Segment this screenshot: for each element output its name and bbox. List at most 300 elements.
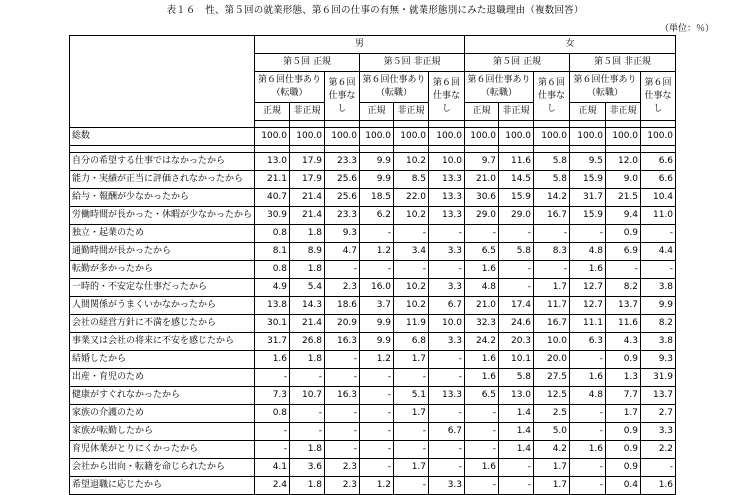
header-no-job: 第６回仕事なし [325,72,360,121]
cell-value: 9.3 [641,351,676,369]
cell-value: 14.5 [499,171,534,189]
cell-value: 2.5 [534,405,570,423]
cell-value: 1.7 [534,477,570,495]
cell-value: 3.3 [429,333,465,351]
cell-value: 27.5 [534,369,570,387]
cell-value: 12.0 [606,153,641,171]
cell-value: - [394,423,429,441]
table-row [70,315,676,333]
cell-value: 5.8 [499,369,534,387]
cell-value: 15.9 [570,207,606,225]
cell-value: 2.3 [325,459,360,477]
cell-value: 0.8 [255,261,290,279]
cell-value: - [465,405,499,423]
cell-value: 100.0 [290,128,325,146]
cell-value: 1.8 [290,477,325,495]
row-label: 独立・起業のため [70,225,255,243]
cell-value: 10.7 [290,387,325,405]
header-nonregular: 非正規 [290,103,325,121]
table-row [70,351,676,369]
header-regular: 正規 [570,103,606,121]
cell-value: 1.6 [570,261,606,279]
cell-value: 3.3 [641,423,676,441]
cell-value: 4.8 [465,279,499,297]
header-regular: 正規 [465,103,499,121]
cell-value: 23.3 [325,207,360,225]
header-spacer [70,121,676,128]
table-row [70,225,676,243]
row-label: 育児休業がとりにくかったから [70,441,255,459]
cell-value: 21.4 [290,207,325,225]
cell-value: 11.7 [534,297,570,315]
cell-value: 6.6 [641,171,676,189]
header-job-change: 第６回仕事あり（転職） [255,72,325,103]
cell-value: - [429,459,465,477]
cell-value: - [394,225,429,243]
cell-value: 21.0 [465,297,499,315]
cell-value: 100.0 [641,128,676,146]
cell-value: - [429,441,465,459]
cell-value: - [360,459,394,477]
table-row [70,243,676,261]
cell-value: 9.7 [465,153,499,171]
cell-value: - [360,369,394,387]
cell-value: 13.8 [255,297,290,315]
cell-value: 1.8 [290,225,325,243]
cell-value: 8.5 [394,171,429,189]
cell-value: 7.7 [606,387,641,405]
table-header [70,36,676,128]
row-label: 事業又は会社の将来に不安を感じたから [70,333,255,351]
header-female-regular5: 第５回 正規 [465,54,570,72]
cell-value: 11.6 [499,153,534,171]
header-male-nonregular5: 第５回 非正規 [360,54,465,72]
cell-value: 6.6 [641,153,676,171]
cell-value: 10.2 [394,153,429,171]
cell-value: 100.0 [255,128,290,146]
row-label: 結婚したから [70,351,255,369]
cell-value: 10.2 [394,279,429,297]
cell-value: - [325,441,360,459]
cell-value: 10.0 [429,153,465,171]
cell-value: - [570,477,606,495]
cell-value: - [429,405,465,423]
cell-value: - [570,225,606,243]
cell-value: 21.5 [606,189,641,207]
table-row [70,153,676,171]
cell-value: 16.7 [534,207,570,225]
row-label: 総数 [70,128,255,146]
cell-value: - [394,441,429,459]
cell-value: 100.0 [465,128,499,146]
cell-value: 11.0 [641,207,676,225]
row-label: 通勤時間が長かったから [70,243,255,261]
cell-value: - [534,261,570,279]
retirement-reasons-table [69,35,676,495]
cell-value: 4.9 [255,279,290,297]
cell-value: 20.0 [534,351,570,369]
cell-value: 0.9 [606,459,641,477]
row-label: 給与・報酬が少なかったから [70,189,255,207]
cell-value: 1.6 [641,477,676,495]
cell-value: - [255,369,290,387]
cell-value: 17.9 [290,153,325,171]
cell-value: 1.6 [570,441,606,459]
cell-value: 1.6 [570,369,606,387]
header-nonregular: 非正規 [499,103,534,121]
header-nonregular: 非正規 [394,103,429,121]
cell-value: 3.3 [429,477,465,495]
cell-value: 9.9 [360,153,394,171]
table-row [70,369,676,387]
table-row [70,189,676,207]
row-label: 家族が転勤したから [70,423,255,441]
cell-value: - [499,459,534,477]
header-nonregular: 非正規 [606,103,641,121]
cell-value: 11.9 [394,315,429,333]
cell-value: - [394,477,429,495]
cell-value: 9.9 [360,315,394,333]
cell-value: 1.4 [499,441,534,459]
cell-value: 3.8 [641,333,676,351]
cell-value: - [325,423,360,441]
cell-value: 9.9 [360,171,394,189]
cell-value: 0.9 [606,423,641,441]
table-row [70,387,676,405]
cell-value: 29.0 [499,207,534,225]
table-body [70,128,676,495]
cell-value: - [290,423,325,441]
cell-value: 4.8 [570,243,606,261]
cell-value: 6.7 [429,423,465,441]
cell-value: - [360,225,394,243]
cell-value: 4.7 [325,243,360,261]
table-row [70,207,676,225]
cell-value: - [325,369,360,387]
cell-value: 12.5 [534,387,570,405]
cell-value: 9.3 [325,225,360,243]
cell-value: 23.3 [325,153,360,171]
header-female-nonregular5: 第５回 非正規 [570,54,676,72]
cell-value: 9.4 [606,207,641,225]
table-row [70,279,676,297]
cell-value: - [534,225,570,243]
cell-value: 1.7 [534,279,570,297]
cell-value: - [429,225,465,243]
row-label: 人間関係がうまくいかなかったから [70,297,255,315]
cell-value: 11.1 [570,315,606,333]
cell-value: 6.2 [360,207,394,225]
cell-value: - [290,369,325,387]
cell-value: 4.1 [255,459,290,477]
cell-value: 1.6 [465,261,499,279]
cell-value: - [360,423,394,441]
cell-value: 14.3 [290,297,325,315]
cell-value: 5.4 [290,279,325,297]
header-male: 男 [255,36,465,54]
header-male-regular5: 第５回 正規 [255,54,360,72]
cell-value: 1.7 [606,405,641,423]
cell-value: 6.3 [570,333,606,351]
cell-value: - [570,351,606,369]
cell-value: 10.1 [499,351,534,369]
cell-value: 12.7 [570,279,606,297]
cell-value: 1.2 [360,243,394,261]
table-row [70,477,676,495]
cell-value: 13.0 [499,387,534,405]
table-row [70,441,676,459]
cell-value: 5.8 [534,171,570,189]
cell-value: 30.6 [465,189,499,207]
row-label: 能力・実績が正当に評価されなかったから [70,171,255,189]
cell-value: 3.3 [429,279,465,297]
table-row [70,171,676,189]
cell-value: 4.2 [534,441,570,459]
cell-value: 16.0 [360,279,394,297]
cell-value: 1.3 [606,369,641,387]
cell-value: - [641,459,676,477]
cell-value: 6.9 [606,243,641,261]
cell-value: 1.2 [360,351,394,369]
cell-value: 3.6 [290,459,325,477]
cell-value: - [429,351,465,369]
cell-value: 9.5 [570,153,606,171]
cell-value: - [570,423,606,441]
cell-value: - [606,261,641,279]
cell-value: 3.3 [429,243,465,261]
cell-value: - [499,477,534,495]
cell-value: 7.3 [255,387,290,405]
cell-value: - [429,369,465,387]
cell-value: 9.9 [641,297,676,315]
table-row [70,261,676,279]
cell-value: - [570,405,606,423]
cell-value: 100.0 [394,128,429,146]
cell-value: 1.6 [465,459,499,477]
cell-value: 20.9 [325,315,360,333]
cell-value: 100.0 [499,128,534,146]
header-job-change: 第６回仕事あり（転職） [570,72,641,103]
cell-value: 30.9 [255,207,290,225]
cell-value: 2.7 [641,405,676,423]
cell-value: 8.1 [255,243,290,261]
cell-value: 13.0 [255,153,290,171]
cell-value: 8.2 [606,279,641,297]
header-no-job: 第６回仕事なし [429,72,465,121]
cell-value: 17.9 [290,171,325,189]
cell-value: 25.6 [325,171,360,189]
cell-value: 13.3 [429,387,465,405]
cell-value: 0.8 [255,225,290,243]
cell-value: 6.5 [465,243,499,261]
cell-value: - [360,441,394,459]
row-label: 健康がすぐれなかったから [70,387,255,405]
cell-value: - [570,459,606,477]
table-row [70,333,676,351]
header-female: 女 [465,36,676,54]
cell-value: 5.8 [499,243,534,261]
cell-value: - [360,387,394,405]
row-label: 労働時間が長かった・休暇が少なかったから [70,207,255,225]
cell-value: - [255,423,290,441]
cell-value: 2.3 [325,477,360,495]
cell-value: 4.4 [641,243,676,261]
header-job-change: 第６回仕事あり（転職） [360,72,429,103]
cell-value: - [465,441,499,459]
cell-value: 26.8 [290,333,325,351]
cell-value: - [255,441,290,459]
cell-value: 10.4 [641,189,676,207]
cell-value: 12.7 [570,297,606,315]
cell-value: 1.6 [465,369,499,387]
cell-value: - [465,225,499,243]
cell-value: 100.0 [325,128,360,146]
row-label: 希望退職に応じたから [70,477,255,495]
cell-value: 11.6 [606,315,641,333]
cell-value: 10.2 [394,207,429,225]
cell-value: 1.8 [290,441,325,459]
header-regular: 正規 [255,103,290,121]
table-title: 表１６ 性、第５回の就業形態、第６回の仕事の有無・就業形態別にみた退職理由（複数回答） [166,5,584,16]
cell-value: 22.0 [394,189,429,207]
cell-value: 1.8 [290,351,325,369]
cell-value: 13.7 [606,297,641,315]
cell-value: 4.3 [606,333,641,351]
cell-value: 40.7 [255,189,290,207]
cell-value: 1.7 [394,351,429,369]
header-corner [70,36,255,121]
cell-value: 100.0 [429,128,465,146]
row-spacer [70,146,676,153]
cell-value: 0.9 [606,351,641,369]
cell-value: 1.4 [499,423,534,441]
cell-value: 21.1 [255,171,290,189]
cell-value: - [465,477,499,495]
cell-value: 6.7 [429,297,465,315]
table-row [70,423,676,441]
cell-value: 8.3 [534,243,570,261]
cell-value: 13.7 [641,387,676,405]
cell-value: 13.3 [429,207,465,225]
cell-value: 17.4 [499,297,534,315]
header-no-job: 第６回仕事なし [534,72,570,121]
table-row [70,128,676,146]
cell-value: - [325,261,360,279]
cell-value: 16.7 [534,315,570,333]
cell-value: 31.7 [570,189,606,207]
cell-value: 3.8 [641,279,676,297]
cell-value: 16.3 [325,387,360,405]
cell-value: 10.0 [534,333,570,351]
cell-value: 15.9 [499,189,534,207]
header-regular: 正規 [360,103,394,121]
cell-value: 18.6 [325,297,360,315]
cell-value: 3.7 [360,297,394,315]
cell-value: 13.3 [429,171,465,189]
cell-value: 31.7 [255,333,290,351]
cell-value: 1.7 [394,459,429,477]
cell-value: - [394,261,429,279]
cell-value: - [499,261,534,279]
cell-value: 15.9 [570,171,606,189]
cell-value: 3.4 [394,243,429,261]
unit-label: （単位：％） [659,24,714,34]
cell-value: 21.0 [465,171,499,189]
cell-value: 30.1 [255,315,290,333]
header-job-change: 第６回仕事あり（転職） [465,72,534,103]
cell-value: 1.2 [360,477,394,495]
cell-value: - [641,261,676,279]
cell-value: 1.6 [465,351,499,369]
cell-value: 0.4 [606,477,641,495]
row-label: 家族の介護のため [70,405,255,423]
cell-value: - [325,405,360,423]
cell-value: 1.6 [255,351,290,369]
cell-value: 16.3 [325,333,360,351]
cell-value: 0.9 [606,225,641,243]
row-label: 出産・育児のため [70,369,255,387]
cell-value: 100.0 [534,128,570,146]
table-row [70,405,676,423]
cell-value: 31.9 [641,369,676,387]
cell-value: - [641,225,676,243]
cell-value: 0.8 [255,405,290,423]
cell-value: 21.4 [290,189,325,207]
cell-value: - [325,351,360,369]
cell-value: 32.3 [465,315,499,333]
cell-value: 18.5 [360,189,394,207]
cell-value: 29.0 [465,207,499,225]
cell-value: 2.2 [641,441,676,459]
cell-value: 8.2 [641,315,676,333]
cell-value: 5.1 [394,387,429,405]
cell-value: 0.9 [606,441,641,459]
cell-value: 4.8 [570,387,606,405]
cell-value: 24.2 [465,333,499,351]
header-no-job: 第６回仕事なし [641,72,676,121]
row-label: 会社の経営方針に不満を感じたから [70,315,255,333]
cell-value: 5.0 [534,423,570,441]
cell-value: - [429,261,465,279]
cell-value: 100.0 [606,128,641,146]
cell-value: - [360,261,394,279]
row-label: 転勤が多かったから [70,261,255,279]
cell-value: 6.5 [465,387,499,405]
cell-value: 100.0 [570,128,606,146]
cell-value: - [360,405,394,423]
cell-value: 20.3 [499,333,534,351]
cell-value: 100.0 [360,128,394,146]
cell-value: 1.8 [290,261,325,279]
row-label: 自分の希望する仕事ではなかったから [70,153,255,171]
cell-value: - [499,225,534,243]
cell-value: - [499,279,534,297]
table-row [70,297,676,315]
cell-value: 2.4 [255,477,290,495]
cell-value: 9.0 [606,171,641,189]
cell-value: 13.3 [429,189,465,207]
cell-value: 2.3 [325,279,360,297]
cell-value: 1.7 [534,459,570,477]
cell-value: 1.7 [394,405,429,423]
row-label: 会社から出向・転籍を命じられたから [70,459,255,477]
cell-value: 9.9 [360,333,394,351]
cell-value: 10.0 [429,315,465,333]
cell-value: - [290,405,325,423]
cell-value: - [465,423,499,441]
cell-value: 21.4 [290,315,325,333]
cell-value: 10.2 [394,297,429,315]
